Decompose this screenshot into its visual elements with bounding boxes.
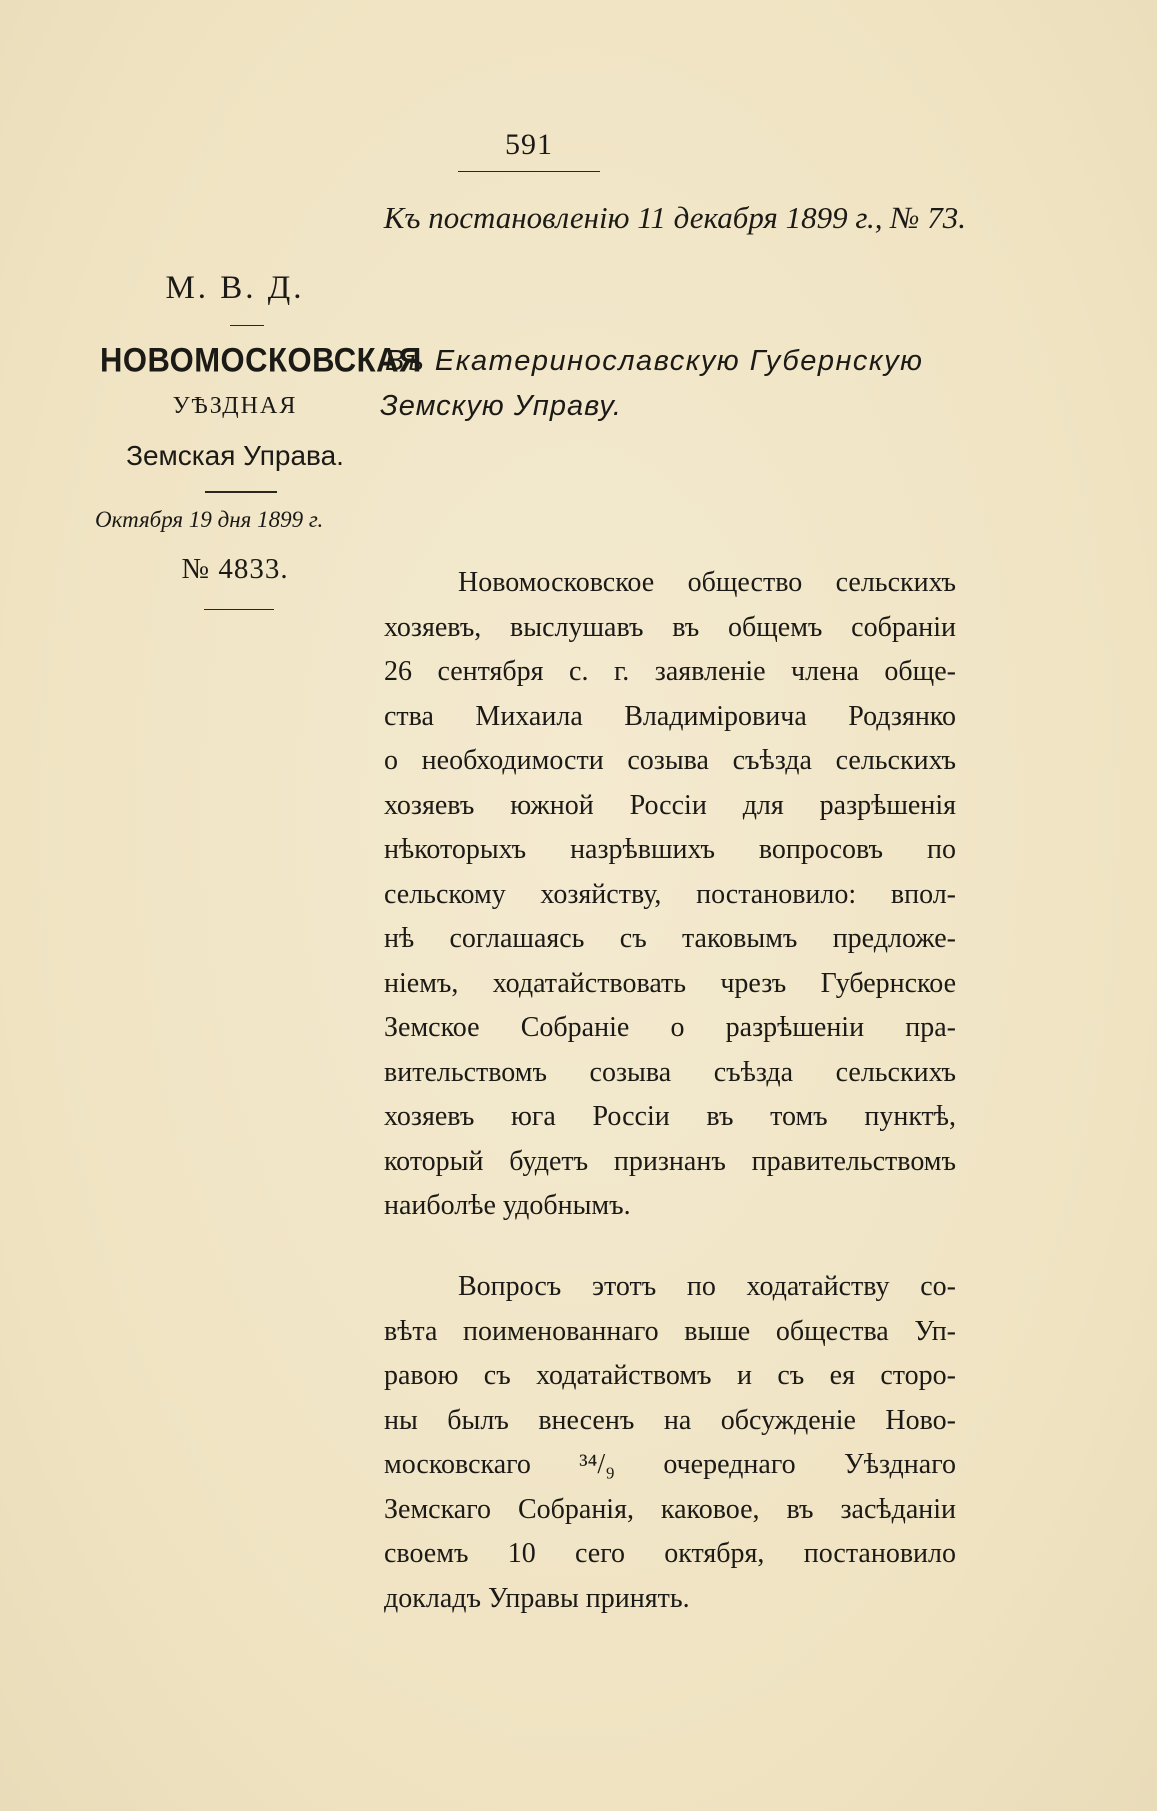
ministry-abbreviation: М. В. Д. [165, 270, 305, 306]
text-line: сельскому хозяйству, постановило: впол- [384, 878, 956, 910]
text-line: ны былъ внесенъ на обсужденіе Ново- [384, 1404, 956, 1436]
text-line: Земское Собраніе о разрѣшеніи пра- [384, 1012, 956, 1043]
addressee-line-2: Земскую Управу. [380, 390, 622, 422]
text-line: равою съ ходатайствомъ и съ ея сторо- [384, 1360, 956, 1391]
text-line: Вопросъ этотъ по ходатайству со- [458, 1271, 956, 1302]
text-line: наиболѣе удобнымъ. [384, 1190, 631, 1221]
text-line: о необходимости созыва съѣзда сельскихъ [384, 745, 956, 776]
text-line: Земскаго Собранія, каковое, въ засѣданіи [384, 1493, 956, 1525]
number-rule [204, 609, 274, 610]
text-line: хозяевъ юга Россіи въ томъ пунктѣ, [384, 1101, 956, 1132]
text-line: московскаго ³⁴/₉ очереднаго Уѣзднаго [384, 1449, 956, 1480]
sender-district: УѢЗДНАЯ [172, 393, 298, 419]
paragraph-1 [384, 561, 956, 1229]
text-line: нѣкоторыхъ назрѣвшихъ вопросовъ по [384, 834, 956, 865]
text-line: своемъ 10 сего октября, постановило [384, 1538, 956, 1569]
text-line: вительствомъ созыва съѣзда сельскихъ [384, 1056, 956, 1088]
sender-organization: НОВОМОСКОВСКАЯ [100, 340, 422, 380]
text-line: вѣта поименованнаго выше общества Уп- [384, 1315, 956, 1347]
text-line: ства Михаила Владиміровича Родзянко [384, 700, 956, 732]
page-number: 591 [505, 128, 553, 161]
text-line: который будетъ признанъ правительствомъ [384, 1145, 956, 1177]
text-line: Новомосковское общество сельскихъ [458, 567, 956, 598]
letter-number: № 4833. [181, 553, 289, 585]
text-line: ніемъ, ходатайствовать чрезъ Губернское [384, 967, 956, 999]
text-line: докладъ Управы принять. [384, 1582, 690, 1614]
text-line: хозяевъ южной Россіи для разрѣшенія [384, 789, 956, 821]
sender-rule [205, 491, 277, 493]
page-number-rule [458, 171, 600, 172]
text-line: 26 сентября с. г. заявленіе члена обще- [384, 656, 956, 687]
addressee-line-1: Въ Екатеринославскую Губернскую [385, 345, 924, 377]
sender-board: Земская Управа. [126, 440, 344, 471]
letter-date: Октября 19 дня 1899 г. [95, 507, 324, 532]
text-line: нѣ соглашаясь съ таковымъ предложе- [384, 923, 956, 954]
paragraph-2 [384, 1265, 956, 1621]
ministry-rule [230, 325, 264, 326]
text-line: хозяевъ, выслушавъ въ общемъ собраніи [384, 611, 956, 643]
decree-reference: Къ постановленію 11 декабря 1899 г., № 73. [383, 200, 966, 235]
